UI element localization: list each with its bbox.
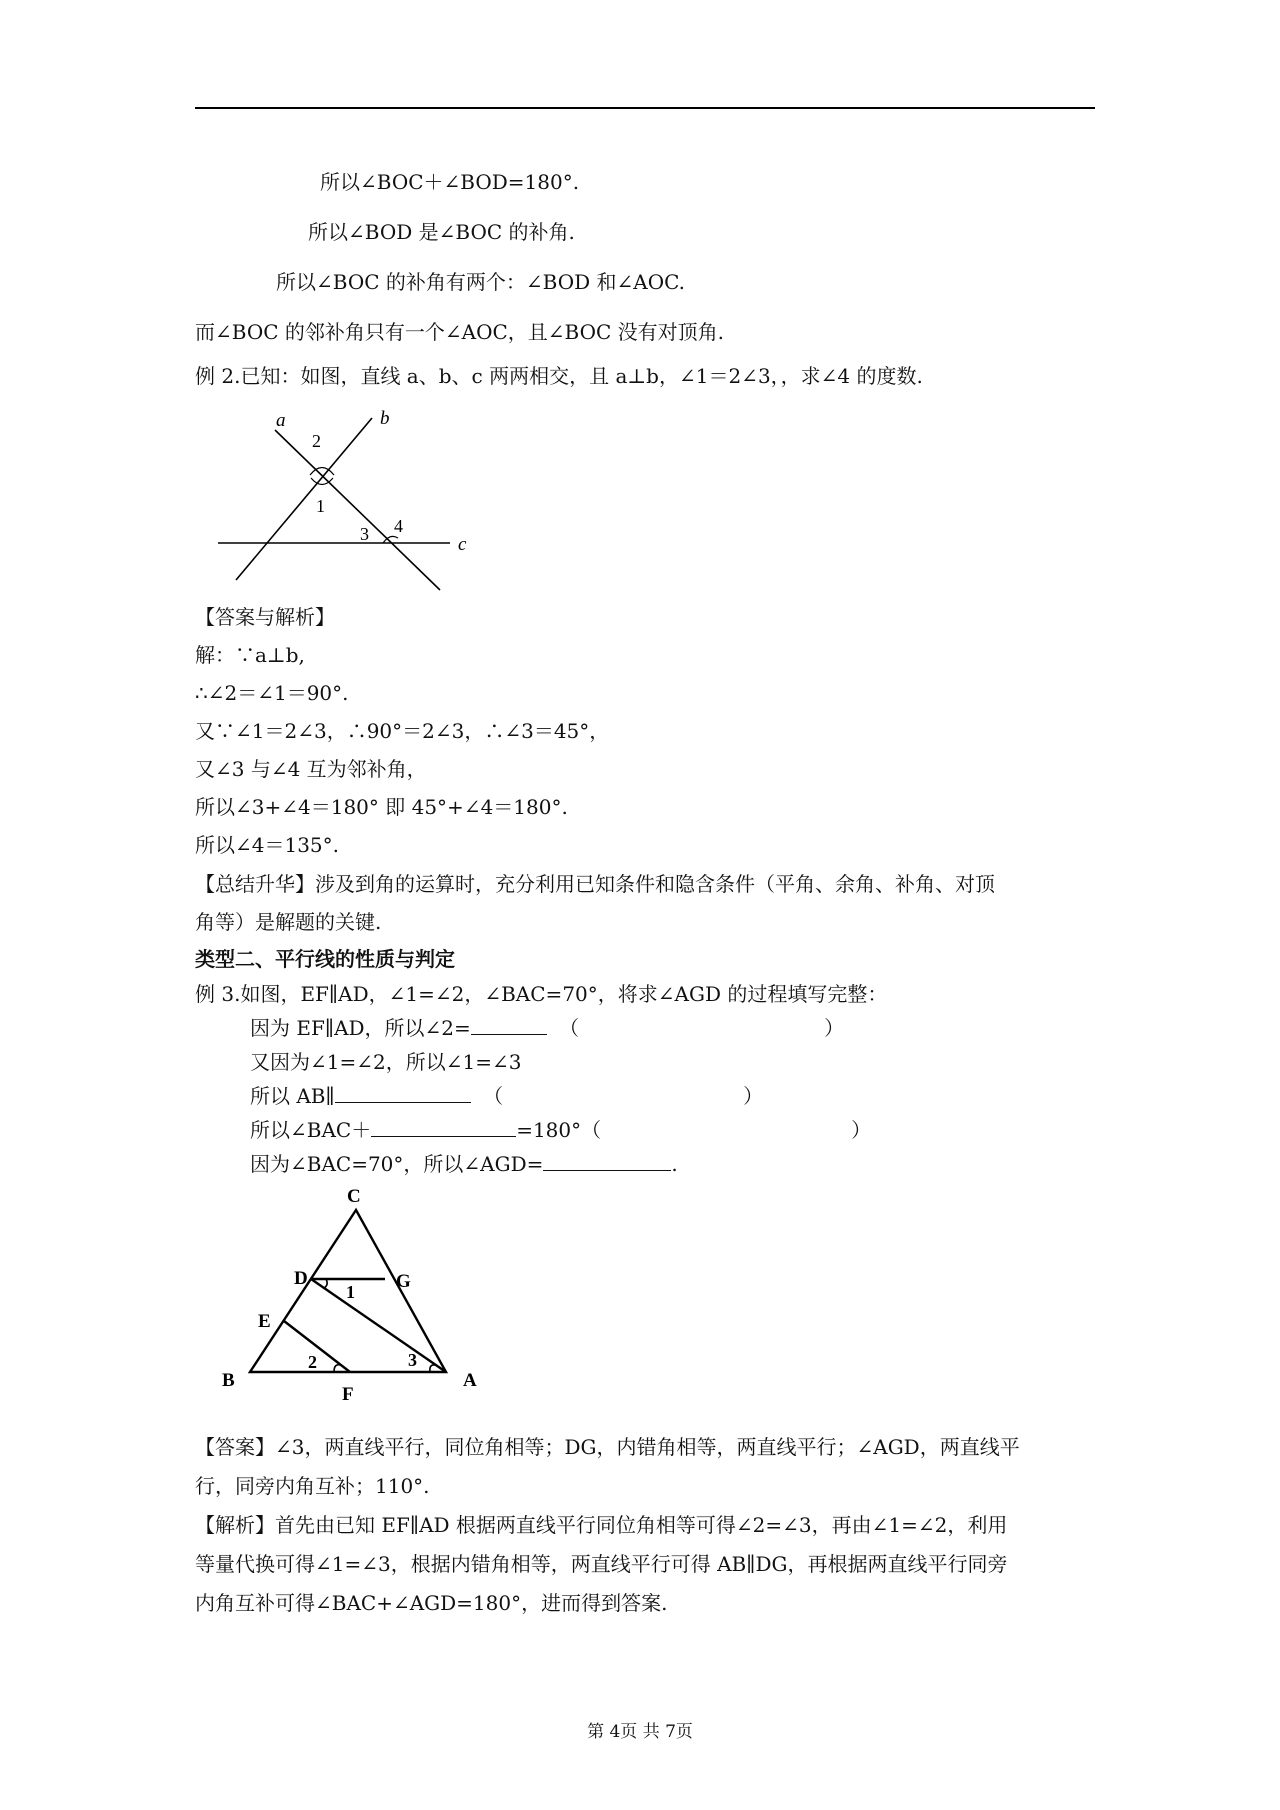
example-2-question: 例 2.已知：如图，直线 a、b、c 两两相交，且 a⊥b，∠1＝2∠3，，求∠4 的度数. xyxy=(195,364,923,388)
label-b: b xyxy=(380,408,390,429)
label-D: D xyxy=(294,1268,308,1289)
fill-line-5-end: . xyxy=(671,1152,678,1176)
fill-line-4-mid: =180°（ xyxy=(516,1118,602,1142)
fill-line-5 xyxy=(250,1150,678,1178)
analysis-line-2: 等量代换可得∠1=∠3，根据内错角相等，两直线平行可得 AB∥DG，再根据两直线平行同旁 xyxy=(195,1552,1008,1576)
fill-line-4-text: 所以∠BAC＋ xyxy=(250,1118,372,1142)
label-3: 3 xyxy=(408,1350,417,1370)
label-2: 2 xyxy=(312,431,321,451)
fill-line-3-paren-open: （ xyxy=(483,1084,504,1108)
fill-line-1 xyxy=(250,1014,844,1042)
label-A: A xyxy=(463,1370,477,1391)
text-line-3: 所以∠BOC 的补角有两个：∠BOD 和∠AOC. xyxy=(276,270,686,294)
example-3-question: 例 3.如图，EF∥AD，∠1=∠2，∠BAC=70°，将求∠AGD 的过程填写完整： xyxy=(195,982,888,1006)
solution-line-6: 所以∠4＝135°. xyxy=(195,833,340,857)
label-B: B xyxy=(222,1370,235,1391)
blank-4[interactable] xyxy=(543,1152,671,1171)
blank-3[interactable] xyxy=(371,1118,516,1137)
label-2: 2 xyxy=(308,1352,317,1372)
angle-1-arc xyxy=(324,1279,327,1288)
solution-line-5: 所以∠3+∠4＝180° 即 45°+∠4＝180°. xyxy=(195,795,568,819)
figure-intersecting-lines xyxy=(200,398,490,598)
answer-heading: 【答案与解析】 xyxy=(195,605,335,629)
label-1: 1 xyxy=(346,1282,355,1302)
solution-line-1: 解：∵a⊥b, xyxy=(195,643,305,667)
summary-line-1: 【总结升华】涉及到角的运算时，充分利用已知条件和隐含条件（平角、余角、补角、对顶 xyxy=(195,872,995,896)
label-c: c xyxy=(458,534,467,555)
label-C: C xyxy=(347,1186,361,1207)
fill-line-3-paren-close: ） xyxy=(743,1084,764,1108)
line-a xyxy=(275,430,440,590)
label-3: 3 xyxy=(360,524,369,544)
fill-line-5-text: 因为∠BAC=70°，所以∠AGD= xyxy=(250,1152,544,1176)
header-rule xyxy=(195,107,1095,109)
fill-line-1-paren-close: ） xyxy=(824,1016,845,1040)
label-4: 4 xyxy=(394,516,403,536)
fill-line-4 xyxy=(250,1116,871,1144)
label-G: G xyxy=(396,1271,411,1292)
page-footer: 第 4页 共 7页 xyxy=(587,1722,693,1742)
label-F: F xyxy=(342,1384,354,1405)
fill-line-1-paren-open: （ xyxy=(559,1016,580,1040)
analysis-line-3: 内角互补可得∠BAC+∠AGD=180°，进而得到答案. xyxy=(195,1591,668,1615)
section-heading-type-2: 类型二、平行线的性质与判定 xyxy=(195,947,455,971)
blank-1[interactable] xyxy=(471,1016,547,1035)
fill-line-2: 又因为∠1=∠2，所以∠1=∠3 xyxy=(250,1050,522,1074)
label-E: E xyxy=(258,1311,271,1332)
fill-line-4-paren-close: ） xyxy=(851,1118,872,1142)
label-a: a xyxy=(276,410,286,431)
answer-line-1: 【答案】∠3，两直线平行，同位角相等；DG，内错角相等，两直线平行；∠AGD，两直线平 xyxy=(195,1435,1020,1459)
analysis-line-1: 【解析】首先由已知 EF∥AD 根据两直线平行同位角相等可得∠2=∠3，再由∠1=∠2，利用 xyxy=(195,1513,1008,1537)
solution-line-2: ∴∠2＝∠1＝90°. xyxy=(195,681,349,705)
label-1: 1 xyxy=(316,496,325,516)
solution-line-3: 又∵∠1＝2∠3，∴90°＝2∠3，∴∠3＝45°， xyxy=(195,719,610,743)
summary-line-2: 角等）是解题的关键. xyxy=(195,910,382,934)
text-line-1: 所以∠BOC＋∠BOD=180°. xyxy=(320,170,580,194)
fill-line-3-text: 所以 AB∥ xyxy=(250,1084,335,1108)
text-line-4: 而∠BOC 的邻补角只有一个∠AOC，且∠BOC 没有对顶角. xyxy=(195,320,725,344)
fill-line-1-text: 因为 EF∥AD，所以∠2= xyxy=(250,1016,471,1040)
blank-2[interactable] xyxy=(335,1084,471,1103)
text-line-2: 所以∠BOD 是∠BOC 的补角. xyxy=(308,220,575,244)
fill-line-3 xyxy=(250,1082,763,1110)
solution-line-4: 又∠3 与∠4 互为邻补角， xyxy=(195,757,427,781)
line-b xyxy=(236,418,372,580)
answer-line-2: 行，同旁内角互补；110°. xyxy=(195,1474,430,1498)
figure-triangle xyxy=(210,1180,500,1420)
